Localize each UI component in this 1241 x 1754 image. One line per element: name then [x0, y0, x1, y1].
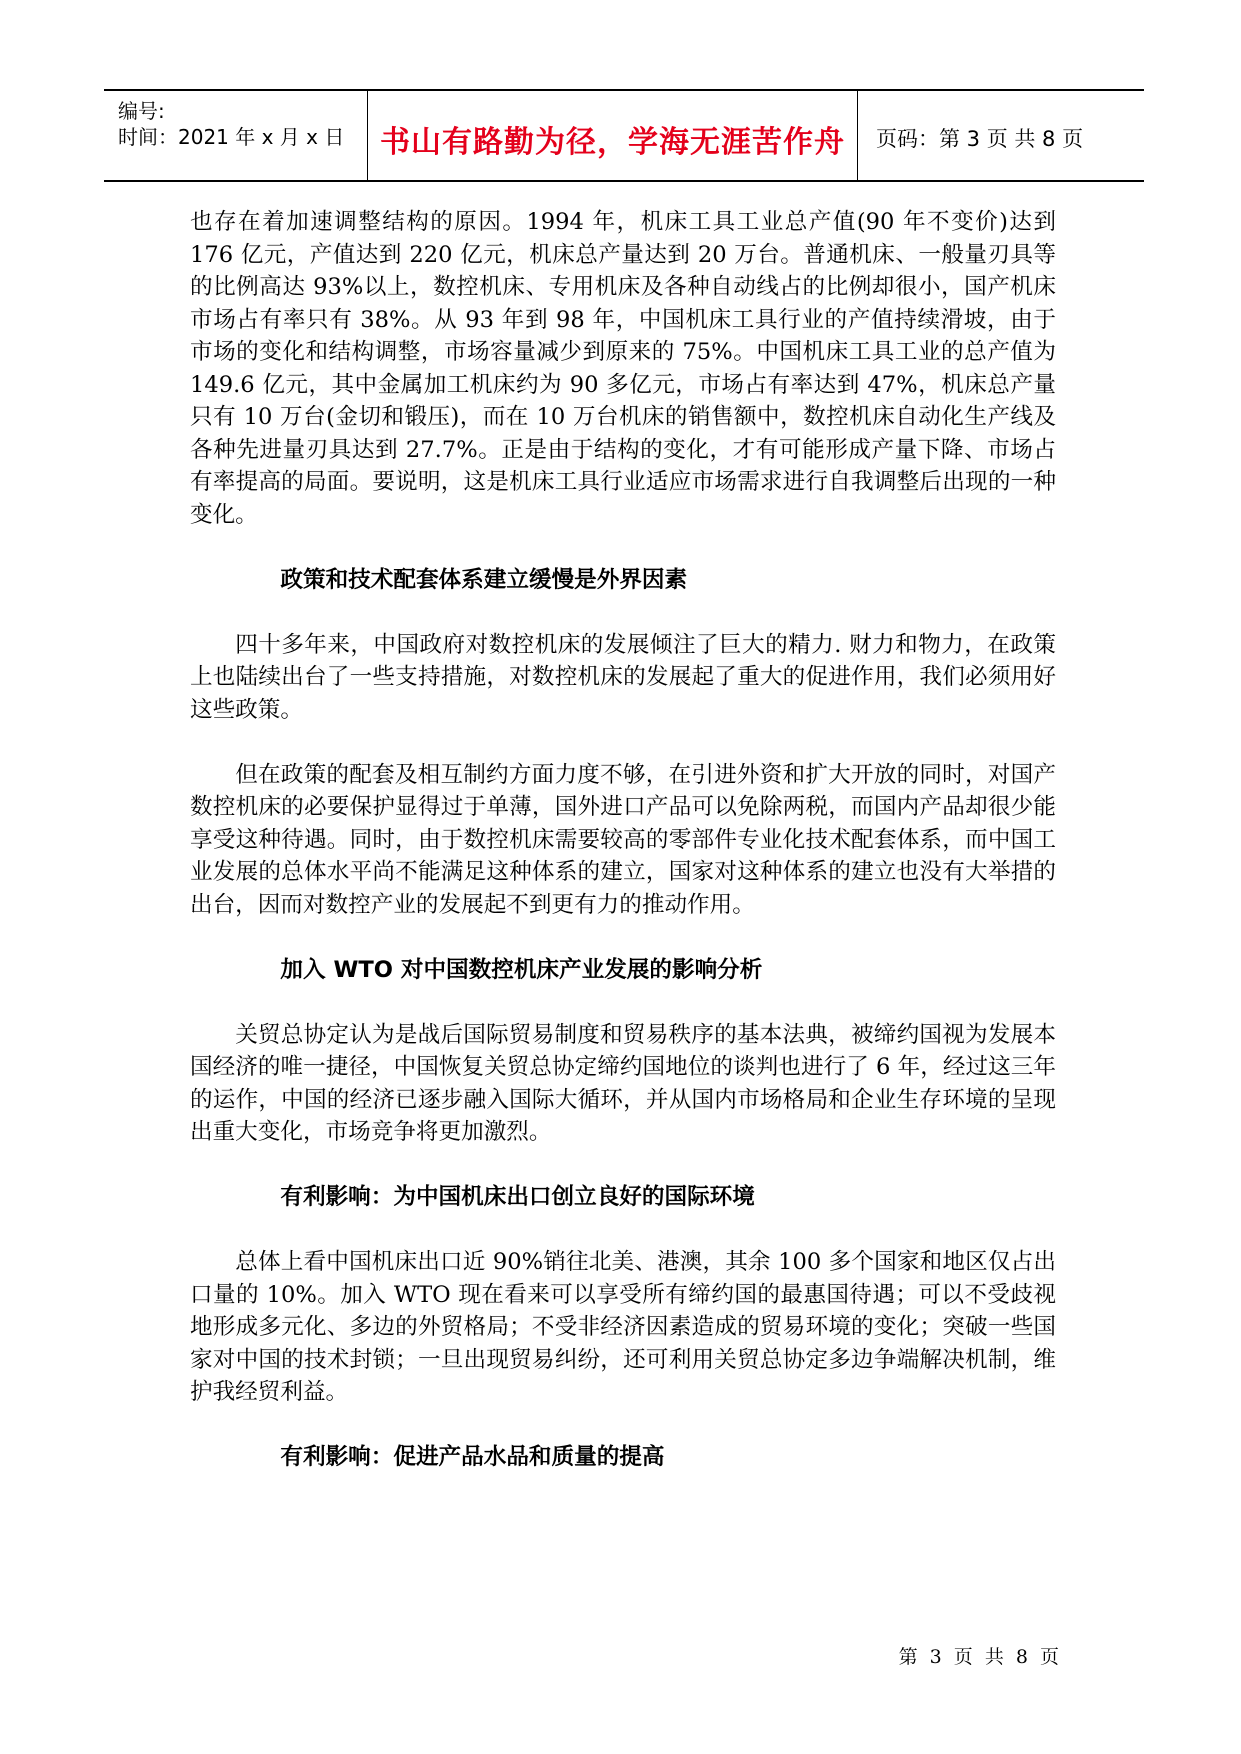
header-page-cell — [858, 91, 1144, 180]
document-body — [190, 206, 1056, 1474]
paragraph-2: 四十多年来，中国政府对数控机床的发展倾注了巨大的精力. 财力和物力，在政策上也陆续出台了一些支持措施，对数控机床的发展起了重大的促进作用，我们必须用好这些政策。 — [190, 631, 1056, 723]
header-motto: 书山有路勤为径，学海无涯苦作舟 — [380, 125, 845, 160]
page-footer-number: 第 3 页 共 8 页 — [898, 1646, 1059, 1668]
paragraph-4: 关贸总协定认为是战后国际贸易制度和贸易秩序的基本法典，被缔约国视为发展本国经济的唯一捷径，中国恢复关贸总协定缔约国地位的谈判也进行了 6 年，经过这三年的运作，中国的经济已逐步融入国际大循环，并从国内市场格局和企业生存环境的呈现出重大变化，市场竞争将更加激烈。 — [190, 1021, 1056, 1145]
header-info-cell — [104, 91, 368, 180]
document-number-label: 编号: — [118, 99, 165, 123]
section-heading-1: 政策和技术配套体系建立缓慢是外界因素 — [280, 566, 688, 593]
header-page-code: 页码：第 3 页 共 8 页 — [876, 127, 1084, 151]
section-heading-4: 有利影响：促进产品水品和质量的提高 — [280, 1444, 665, 1470]
page-header — [104, 89, 1144, 182]
paragraph-3: 但在政策的配套及相互制约方面力度不够，在引进外资和扩大开放的同时，对国产数控机床的必要保护显得过于单薄，国外进口产品可以免除两税，而国内产品却很少能享受这种待遇。同时，由于数控机床需要较高的零部件专业化技术配套体系，而中国工业发展的总体水平尚不能满足这种体系的建立，国家对这种体系的建立也没有大举措的出台，因而对数控产业的发展起不到更有力的推动作用。 — [190, 761, 1056, 918]
paragraph-5: 总体上看中国机床出口近 90%销往北美、港澳，其余 100 多个国家和地区仅占出口量的 10%。加入 WTO 现在看来可以享受所有缔约国的最惠国待遇；可以不受歧视地形成多元化、多边的外贸格局；不受非经济因素造成的贸易环境的变化；突破一些国家对中国的技术封锁；一旦出现贸易纠纷，还可利用关贸总协定多边争端解决机制，维护我经贸利益。 — [190, 1249, 1056, 1405]
section-heading-3: 有利影响：为中国机床出口创立良好的国际环境 — [280, 1184, 755, 1210]
section-heading-2: 加入 WTO 对中国数控机床产业发展的影响分析 — [280, 956, 763, 983]
document-time-label: 时间：2021 年 x 月 x 日 — [118, 125, 345, 149]
header-motto-cell — [368, 91, 858, 180]
paragraph-1: 也存在着加速调整结构的原因。1994 年，机床工具工业总产值(90 年不变价)达到 176 亿元，产值达到 220 亿元，机床总产量达到 20 万台。普通机床、一般量刃具等的比例高达 93%以上，数控机床、专用机床及各种自动线占的比例却很小，国产机床市场占有率只有 38%。从 93 年到 98 年，中国机床工具行业的产值持续滑坡，由于市场的变化和结构调整，市场容量减少到原来的 75%。中国机床工具工业的总产值为 149.6 亿元，其中金属加工机床约为 90 多亿元，市场占有率达到 47%，机床总产量只有 10 万台(金切和锻压)，而在 10 万台机床的销售额中，数控机床自动化生产线及各种先进量刃具达到 27.7%。正是由于结构的变化，才有可能形成产量下降、市场占有率提高的局面。要说明，这是机床工具行业适应市场需求进行自我调整后出现的一种变化。 — [190, 209, 1056, 528]
